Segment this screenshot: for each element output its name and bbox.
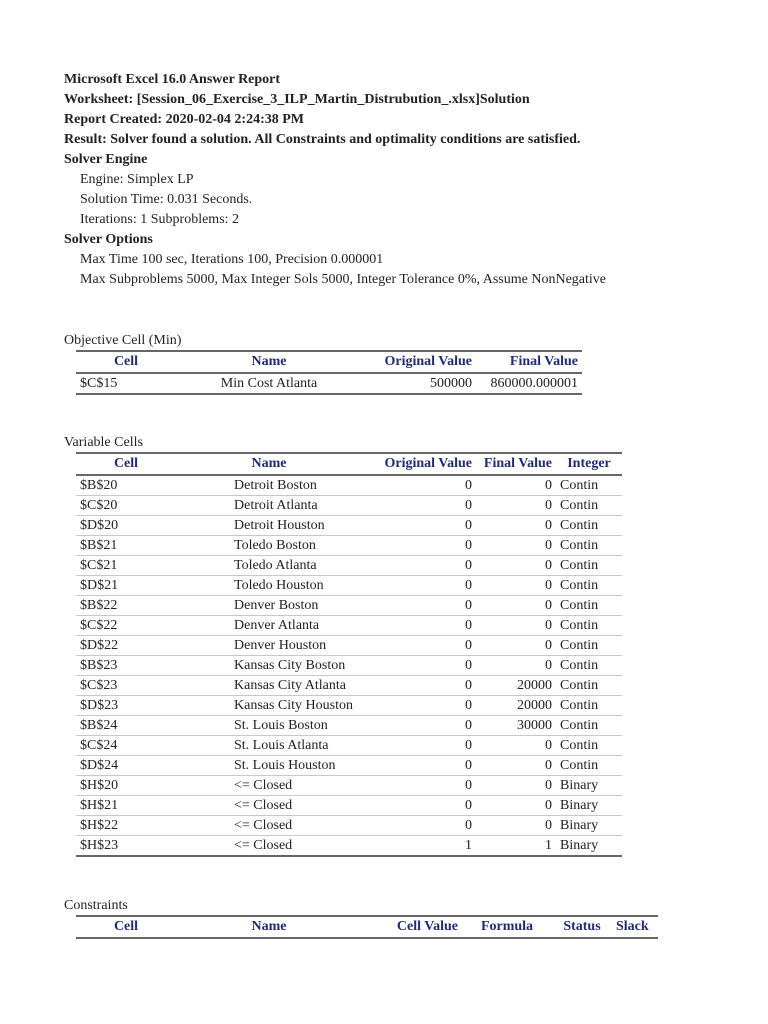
integer-type: Contin: [556, 576, 622, 596]
final-value: 0: [476, 656, 556, 676]
integer-type: Contin: [556, 676, 622, 696]
original-value: 0: [362, 736, 476, 756]
table-row: [76, 616, 622, 636]
integer-type: Binary: [556, 836, 622, 857]
result-line: Result: Solver found a solution. All Constraints and optimality conditions are satisfied.: [64, 132, 581, 147]
column-header-cell: Cell: [113, 354, 139, 369]
integer-type: Contin: [556, 556, 622, 576]
original-value: 0: [362, 536, 476, 556]
column-header-cell: Cell: [113, 456, 139, 471]
final-value: 0: [476, 556, 556, 576]
table-row: [76, 656, 622, 676]
original-value: 0: [362, 516, 476, 536]
cell-name: Toledo Atlanta: [176, 556, 362, 576]
integer-type: Contin: [556, 516, 622, 536]
integer-type: Binary: [556, 796, 622, 816]
solver-engine-heading: Solver Engine: [64, 152, 148, 167]
table-row: [76, 836, 622, 857]
final-value: 0: [476, 516, 556, 536]
cell-ref: $H$21: [76, 796, 176, 816]
final-value: 0: [476, 816, 556, 836]
solver-options-heading: Solver Options: [64, 232, 153, 247]
cell-name: Denver Houston: [176, 636, 362, 656]
cell-ref: $B$22: [76, 596, 176, 616]
constraints-table: [76, 915, 658, 939]
column-header-slack: Slack: [616, 919, 649, 934]
table-row: [76, 536, 622, 556]
cell-name: <= Closed: [176, 796, 362, 816]
cell-name: Kansas City Boston: [176, 656, 362, 676]
options-line-1: Max Time 100 sec, Iterations 100, Precision 0.000001: [80, 252, 384, 267]
cell-ref: $C$15: [76, 373, 176, 394]
cell-ref: $C$23: [76, 676, 176, 696]
original-value: 1: [362, 836, 476, 857]
final-value: 0: [476, 576, 556, 596]
cell-name: Detroit Houston: [176, 516, 362, 536]
original-value: 0: [362, 556, 476, 576]
cell-ref: $H$20: [76, 776, 176, 796]
original-value: 0: [362, 796, 476, 816]
final-value: 860000.000001: [476, 373, 582, 394]
integer-type: Contin: [556, 716, 622, 736]
column-header-original-value: Original Value: [384, 456, 472, 471]
final-value: 1: [476, 836, 556, 857]
table-row: [76, 556, 622, 576]
table-row: [76, 816, 622, 836]
cell-name: <= Closed: [176, 776, 362, 796]
cell-name: <= Closed: [176, 836, 362, 857]
original-value: 0: [362, 636, 476, 656]
cell-name: Toledo Boston: [176, 536, 362, 556]
table-row: [76, 696, 622, 716]
table-row: [76, 496, 622, 516]
original-value: 0: [362, 676, 476, 696]
cell-ref: $B$24: [76, 716, 176, 736]
cell-name: Toledo Houston: [176, 576, 362, 596]
table-row: [76, 776, 622, 796]
cell-ref: $D$23: [76, 696, 176, 716]
integer-type: Binary: [556, 776, 622, 796]
integer-type: Contin: [556, 536, 622, 556]
cell-ref: $C$24: [76, 736, 176, 756]
integer-type: Contin: [556, 636, 622, 656]
cell-name: Denver Boston: [176, 596, 362, 616]
final-value: 0: [476, 496, 556, 516]
cell-name: St. Louis Houston: [176, 756, 362, 776]
original-value: 0: [362, 756, 476, 776]
final-value: 0: [476, 636, 556, 656]
integer-type: Contin: [556, 596, 622, 616]
worksheet-line: Worksheet: [Session_06_Exercise_3_ILP_Martin_Distrubution_.xlsx]Solution: [64, 92, 530, 107]
column-header-integer: Integer: [567, 456, 611, 471]
cell-ref: $D$22: [76, 636, 176, 656]
original-value: 0: [362, 656, 476, 676]
engine-line: Engine: Simplex LP: [80, 172, 194, 187]
final-value: 0: [476, 596, 556, 616]
column-header-cell-value: Cell Value: [396, 919, 458, 934]
integer-type: Contin: [556, 496, 622, 516]
iterations-line: Iterations: 1 Subproblems: 2: [80, 212, 240, 227]
table-row: [76, 596, 622, 616]
variable-section-title: Variable Cells: [64, 435, 143, 450]
cell-ref: $H$22: [76, 816, 176, 836]
column-header-final-value: Final Value: [483, 456, 552, 471]
original-value: 0: [362, 616, 476, 636]
column-header-name: Name: [251, 919, 287, 934]
cell-ref: $D$21: [76, 576, 176, 596]
table-row: [76, 716, 622, 736]
final-value: 0: [476, 536, 556, 556]
table-row: [76, 636, 622, 656]
cell-ref: $D$24: [76, 756, 176, 776]
objective-section-title: Objective Cell (Min): [64, 333, 182, 348]
cell-name: St. Louis Atlanta: [176, 736, 362, 756]
integer-type: Contin: [556, 696, 622, 716]
table-row: [76, 796, 622, 816]
final-value: 0: [476, 796, 556, 816]
cell-ref: $H$23: [76, 836, 176, 857]
table-row: [76, 736, 622, 756]
original-value: 500000: [362, 373, 476, 394]
original-value: 0: [362, 475, 476, 496]
final-value: 20000: [476, 676, 556, 696]
table-row: [76, 373, 582, 394]
original-value: 0: [362, 596, 476, 616]
cell-name: Detroit Atlanta: [176, 496, 362, 516]
cell-ref: $C$20: [76, 496, 176, 516]
integer-type: Contin: [556, 475, 622, 496]
options-line-2: Max Subproblems 5000, Max Integer Sols 5000, Integer Tolerance 0%, Assume NonNegative: [80, 272, 606, 287]
constraints-section-title: Constraints: [64, 898, 128, 913]
solution-time-line: Solution Time: 0.031 Seconds.: [80, 192, 253, 207]
cell-ref: $D$20: [76, 516, 176, 536]
cell-name: Kansas City Houston: [176, 696, 362, 716]
cell-name: Kansas City Atlanta: [176, 676, 362, 696]
final-value: 0: [476, 736, 556, 756]
original-value: 0: [362, 816, 476, 836]
cell-ref: $C$21: [76, 556, 176, 576]
table-row: [76, 516, 622, 536]
cell-name: Denver Atlanta: [176, 616, 362, 636]
final-value: 0: [476, 616, 556, 636]
cell-ref: $C$22: [76, 616, 176, 636]
objective-table: [76, 350, 582, 395]
final-value: 0: [476, 776, 556, 796]
final-value: 30000: [476, 716, 556, 736]
table-row: [76, 475, 622, 496]
cell-name: St. Louis Boston: [176, 716, 362, 736]
integer-type: Contin: [556, 656, 622, 676]
table-row: [76, 576, 622, 596]
final-value: 20000: [476, 696, 556, 716]
integer-type: Binary: [556, 816, 622, 836]
column-header-formula: Formula: [480, 919, 534, 934]
integer-type: Contin: [556, 736, 622, 756]
original-value: 0: [362, 576, 476, 596]
column-header-name: Name: [251, 456, 287, 471]
cell-name: Detroit Boston: [176, 475, 362, 496]
cell-name: <= Closed: [176, 816, 362, 836]
original-value: 0: [362, 776, 476, 796]
variable-table: [76, 452, 622, 857]
final-value: 0: [476, 756, 556, 776]
original-value: 0: [362, 696, 476, 716]
cell-ref: $B$20: [76, 475, 176, 496]
integer-type: Contin: [556, 616, 622, 636]
report-created-line: Report Created: 2020-02-04 2:24:38 PM: [64, 112, 305, 127]
column-header-final-value: Final Value: [509, 354, 578, 369]
column-header-original-value: Original Value: [384, 354, 472, 369]
integer-type: Contin: [556, 756, 622, 776]
cell-ref: $B$23: [76, 656, 176, 676]
original-value: 0: [362, 496, 476, 516]
column-header-status: Status: [563, 919, 601, 934]
cell-name: Min Cost Atlanta: [176, 373, 362, 394]
report-title: Microsoft Excel 16.0 Answer Report: [64, 72, 281, 87]
cell-ref: $B$21: [76, 536, 176, 556]
table-row: [76, 676, 622, 696]
column-header-cell: Cell: [113, 919, 139, 934]
original-value: 0: [362, 716, 476, 736]
table-row: [76, 756, 622, 776]
column-header-name: Name: [251, 354, 287, 369]
final-value: 0: [476, 475, 556, 496]
